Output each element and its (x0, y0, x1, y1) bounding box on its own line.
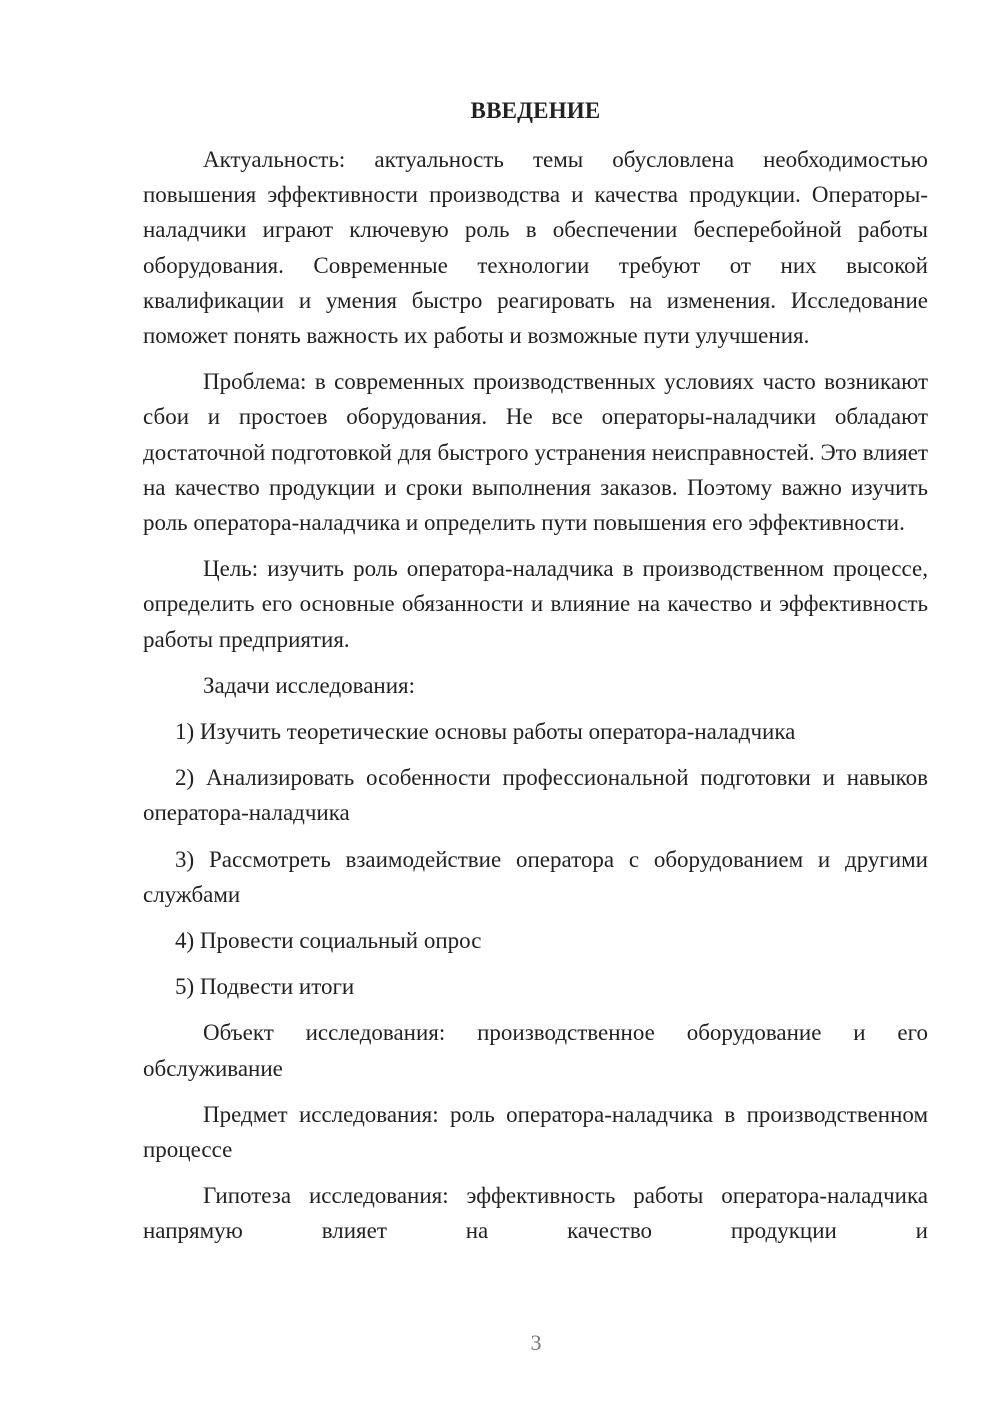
tasks-title: Задачи исследования: (203, 672, 416, 698)
page-number: 3 (530, 1330, 542, 1355)
goal-paragraph: Цель: изучить роль оператора-наладчика в производственном процессе, определить его основные обязанности и влияние на качество и эффективность работы предприятия. (143, 556, 928, 652)
page-content (143, 93, 928, 1260)
task-item-2: 2) Анализировать особенности профессиональной подготовки и навыков оператора-наладчика (143, 765, 928, 826)
problem-paragraph: Проблема: в современных производственных условиях часто возникают сбои и простоев оборудования. Не все операторы-наладчики обладают достаточной подготовкой для быстрого устранения неисправностей. Это влияет на качество продукции и сроки выполнения заказов. Поэтому важно изучить роль оператора-наладчика и определить пути повышения его эффективности. (143, 369, 928, 536)
hypothesis-paragraph: Гипотеза исследования: эффективность работы оператора-наладчика напрямую влияет на качество продукции и (143, 1183, 928, 1244)
task-item-3: 3) Рассмотреть взаимодействие оператора с оборудованием и другими службами (143, 846, 928, 907)
subject-paragraph: Предмет исследования: роль оператора-наладчика в производственном процессе (143, 1101, 928, 1163)
task-item-4: 4) Провести социальный опрос (175, 928, 482, 954)
section-heading: ВВЕДЕНИЕ (470, 98, 601, 123)
relevance-paragraph: Актуальность: актуальность темы обусловлена необходимостью повышения эффективности производства и качества продукции. Операторы-наладчики играют ключевую роль в обеспечении бесперебойной работы оборудования. Современные технологии требуют от них высокой квалификации и умения быстро реагировать на изменения. Исследование поможет понять важность их работы и возможные пути улучшения. (143, 147, 928, 349)
object-paragraph: Объект исследования: производственное оборудование и его обслуживание (143, 1020, 928, 1081)
task-item-5: 5) Подвести итоги (175, 974, 355, 1000)
task-item-1: 1) Изучить теоретические основы работы оператора-наладчика (175, 719, 796, 745)
